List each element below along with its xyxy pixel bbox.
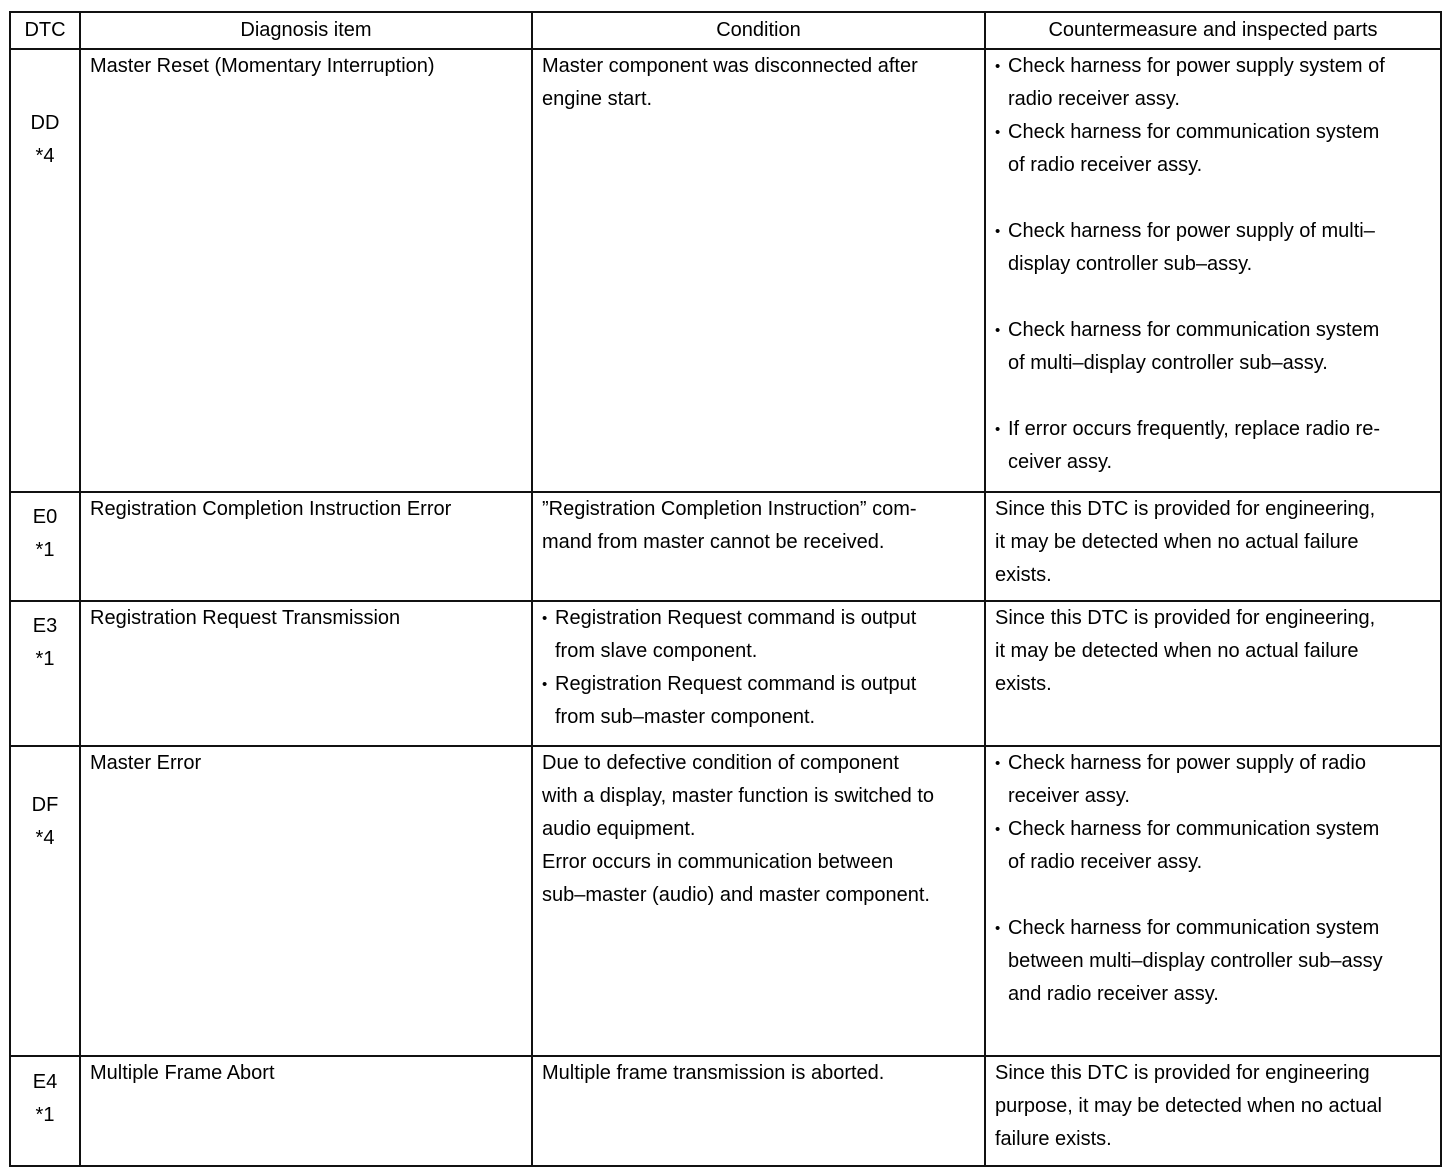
dtc-code: DF bbox=[31, 794, 59, 816]
table-row bbox=[10, 746, 1441, 1056]
condition-line: Master component was disconnected after bbox=[542, 55, 918, 77]
table-row bbox=[10, 492, 1441, 601]
diagnosis-item-cell bbox=[80, 1056, 532, 1166]
table-row bbox=[10, 1056, 1441, 1166]
condition-cell bbox=[532, 746, 985, 1056]
countermeasure-cell bbox=[985, 492, 1441, 601]
dtc-code-cell bbox=[10, 601, 80, 746]
countermeasure-cell bbox=[985, 1056, 1441, 1166]
countermeasure-line: Since this DTC is provided for engineering bbox=[995, 1062, 1370, 1084]
table-row bbox=[10, 49, 1441, 492]
diagnosis-item: Registration Request Transmission bbox=[90, 607, 401, 629]
bullet-item: • Check harness for communication system of radio receiver assy. bbox=[995, 813, 1432, 879]
diagnosis-item-cell bbox=[80, 492, 532, 601]
diagnosis-item: Registration Completion Instruction Error bbox=[90, 498, 452, 520]
header-countermeasure: Countermeasure and inspected parts bbox=[985, 12, 1441, 49]
countermeasure-cell bbox=[985, 601, 1441, 746]
bullet-item: • If error occurs frequently, replace radio re- ceiver assy. bbox=[995, 413, 1432, 479]
condition-line: Error occurs in communication between bbox=[542, 851, 894, 873]
bullet-item: • Check harness for power supply of radio receiver assy. bbox=[995, 747, 1432, 813]
diagnosis-item-cell bbox=[80, 746, 532, 1056]
condition-line: sub–master (audio) and master component. bbox=[542, 884, 930, 906]
header-dtc: DTC bbox=[10, 12, 80, 49]
bullet-item: • Check harness for communication system of multi–display controller sub–assy. bbox=[995, 314, 1432, 380]
condition-line: with a display, master function is switched to bbox=[542, 785, 935, 807]
diagnosis-item: Master Error bbox=[90, 752, 202, 774]
dtc-code: E0 bbox=[32, 506, 58, 528]
condition-cell bbox=[532, 1056, 985, 1166]
bullet-item: • Registration Request command is output from slave component. bbox=[542, 602, 976, 668]
countermeasure-line: it may be detected when no actual failure bbox=[995, 531, 1359, 553]
dtc-note: *1 bbox=[35, 1104, 55, 1126]
countermeasure-line: failure exists. bbox=[995, 1128, 1112, 1150]
countermeasure-line: exists. bbox=[995, 673, 1052, 695]
countermeasure-line: Since this DTC is provided for engineering, bbox=[995, 607, 1376, 629]
condition-line: mand from master cannot be received. bbox=[542, 531, 885, 553]
dtc-note: *1 bbox=[35, 539, 55, 561]
dtc-code-cell bbox=[10, 49, 80, 492]
diagnosis-item-cell bbox=[80, 49, 532, 492]
bullet-item: • Check harness for power supply system of radio receiver assy. bbox=[995, 50, 1432, 116]
dtc-table bbox=[9, 11, 1442, 1167]
countermeasure-line: Since this DTC is provided for engineering, bbox=[995, 498, 1376, 520]
dtc-note: *4 bbox=[35, 827, 55, 849]
condition-cell bbox=[532, 601, 985, 746]
dtc-note: *4 bbox=[35, 145, 55, 167]
countermeasure-line: purpose, it may be detected when no actual bbox=[995, 1095, 1382, 1117]
dtc-code-cell bbox=[10, 1056, 80, 1166]
condition-line: Due to defective condition of component bbox=[542, 752, 899, 774]
countermeasure-cell bbox=[985, 746, 1441, 1056]
diagnosis-item: Master Reset (Momentary Interruption) bbox=[90, 55, 435, 77]
bullet-item: • Check harness for communication system of radio receiver assy. bbox=[995, 116, 1432, 182]
dtc-code-cell bbox=[10, 492, 80, 601]
countermeasure-cell bbox=[985, 49, 1441, 492]
bullet-item: • Registration Request command is output from sub–master component. bbox=[542, 668, 976, 734]
countermeasure-line: it may be detected when no actual failure bbox=[995, 640, 1359, 662]
dtc-code-cell bbox=[10, 746, 80, 1056]
diagnosis-item-cell bbox=[80, 601, 532, 746]
dtc-note: *1 bbox=[35, 648, 55, 670]
header-diagnosis-item: Diagnosis item bbox=[80, 12, 532, 49]
condition-line: Multiple frame transmission is aborted. bbox=[542, 1062, 885, 1084]
condition-cell bbox=[532, 492, 985, 601]
bullet-item: • Check harness for power supply of multi– display controller sub–assy. bbox=[995, 215, 1432, 281]
condition-line: engine start. bbox=[542, 88, 653, 110]
countermeasure-line: exists. bbox=[995, 564, 1052, 586]
dtc-code: DD bbox=[30, 112, 60, 134]
condition-cell bbox=[532, 49, 985, 492]
dtc-code: E4 bbox=[32, 1071, 58, 1093]
dtc-code: E3 bbox=[32, 615, 58, 637]
condition-line: audio equipment. bbox=[542, 818, 696, 840]
diagnosis-item: Multiple Frame Abort bbox=[90, 1062, 275, 1084]
condition-line: ”Registration Completion Instruction” com- bbox=[542, 498, 917, 520]
header-row bbox=[10, 12, 1441, 49]
bullet-item: • Check harness for communication system between multi–display controller sub–assy and radio receiver assy. bbox=[995, 912, 1432, 1011]
header-condition: Condition bbox=[532, 12, 985, 49]
table-row bbox=[10, 601, 1441, 746]
